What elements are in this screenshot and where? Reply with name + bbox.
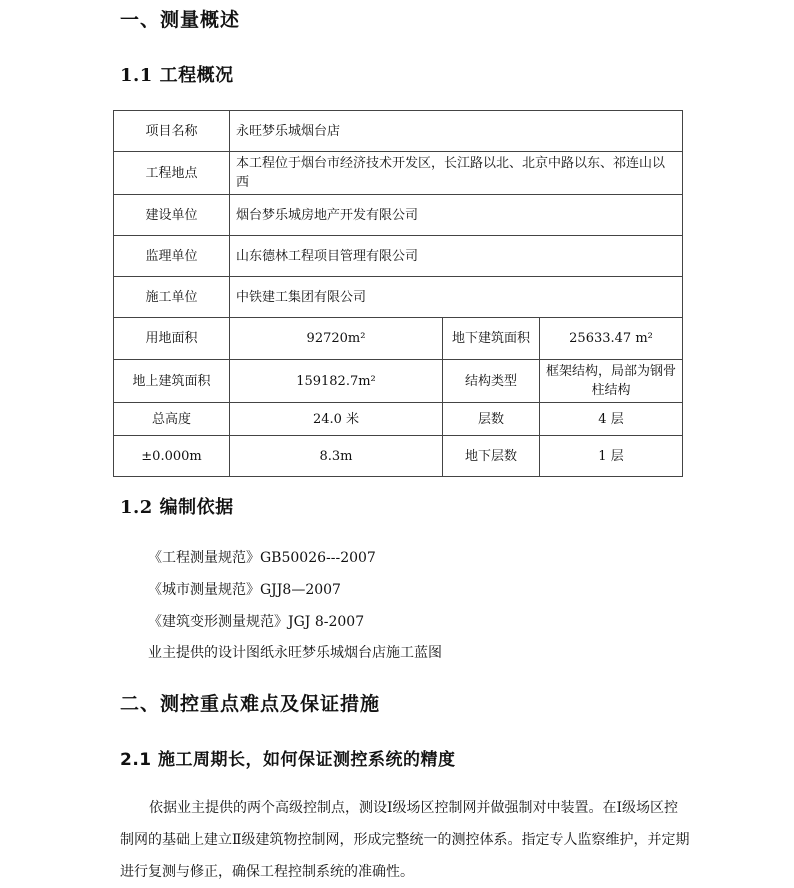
reference-item: 《建筑变形测量规范》JGJ 8-2007 <box>148 614 365 630</box>
underground-floors-label: 地下层数 <box>443 436 540 477</box>
total-height-value: 24.0 米 <box>230 403 443 436</box>
underground-floors-value: 1 层 <box>540 436 683 477</box>
contractor-value: 中铁建工集团有限公司 <box>230 277 683 318</box>
table-row <box>114 277 683 318</box>
supervisor-label: 监理单位 <box>114 236 230 277</box>
structure-type-value: 框架结构，局部为钢骨柱结构 <box>540 360 683 403</box>
underground-area-label: 地下建筑面积 <box>443 318 540 360</box>
location-label: 工程地点 <box>114 152 230 195</box>
subsection-1-1-title: 1.1 工程概况 <box>120 65 234 86</box>
total-height-label: 总高度 <box>114 403 230 436</box>
table-row <box>114 236 683 277</box>
section-2-title: 二、测控重点难点及保证措施 <box>120 693 381 715</box>
supervisor-value: 山东德林工程项目管理有限公司 <box>230 236 683 277</box>
developer-value: 烟台梦乐城房地产开发有限公司 <box>230 195 683 236</box>
reference-item: 业主提供的设计图纸永旺梦乐城烟台店施工蓝图 <box>148 645 442 661</box>
body-paragraph: 依据业主提供的两个高级控制点，测设Ⅰ级场区控制网并做强制对中装置。在Ⅰ级场区控制网的基础上建立Ⅱ级建筑物控制网，形成完整统一的测控体系。指定专人监察维护，并定期进行复测与修正，确保工程控制系统的准确性。 <box>120 800 690 880</box>
above-ground-area-label: 地上建筑面积 <box>114 360 230 403</box>
project-name-label: 项目名称 <box>114 111 230 152</box>
table-row <box>114 152 683 195</box>
table-row <box>114 403 683 436</box>
project-overview-table <box>113 110 683 477</box>
reference-item: 《城市测量规范》GJJ8—2007 <box>148 582 341 598</box>
floors-label: 层数 <box>443 403 540 436</box>
floors-value: 4 层 <box>540 403 683 436</box>
reference-item: 《工程测量规范》GB50026---2007 <box>148 550 376 566</box>
underground-area-value: 25633.47 m² <box>540 318 683 360</box>
structure-type-label: 结构类型 <box>443 360 540 403</box>
table-row <box>114 195 683 236</box>
table-row <box>114 318 683 360</box>
above-ground-area-value: 159182.7m² <box>230 360 443 403</box>
table-row <box>114 360 683 403</box>
table-row <box>114 436 683 477</box>
land-area-label: 用地面积 <box>114 318 230 360</box>
contractor-label: 施工单位 <box>114 277 230 318</box>
land-area-value: 92720m² <box>230 318 443 360</box>
table-row <box>114 111 683 152</box>
zero-elevation-label: ±0.000m <box>114 436 230 477</box>
section-1-title: 一、测量概述 <box>120 9 241 31</box>
subsection-1-2-title: 1.2 编制依据 <box>120 497 234 518</box>
location-value: 本工程位于烟台市经济技术开发区，长江路以北、北京中路以东、祁连山以西 <box>230 152 683 195</box>
project-name-value: 永旺梦乐城烟台店 <box>230 111 683 152</box>
subsection-2-1-title: 2.1 施工周期长，如何保证测控系统的精度 <box>120 750 456 770</box>
zero-elevation-value: 8.3m <box>230 436 443 477</box>
developer-label: 建设单位 <box>114 195 230 236</box>
